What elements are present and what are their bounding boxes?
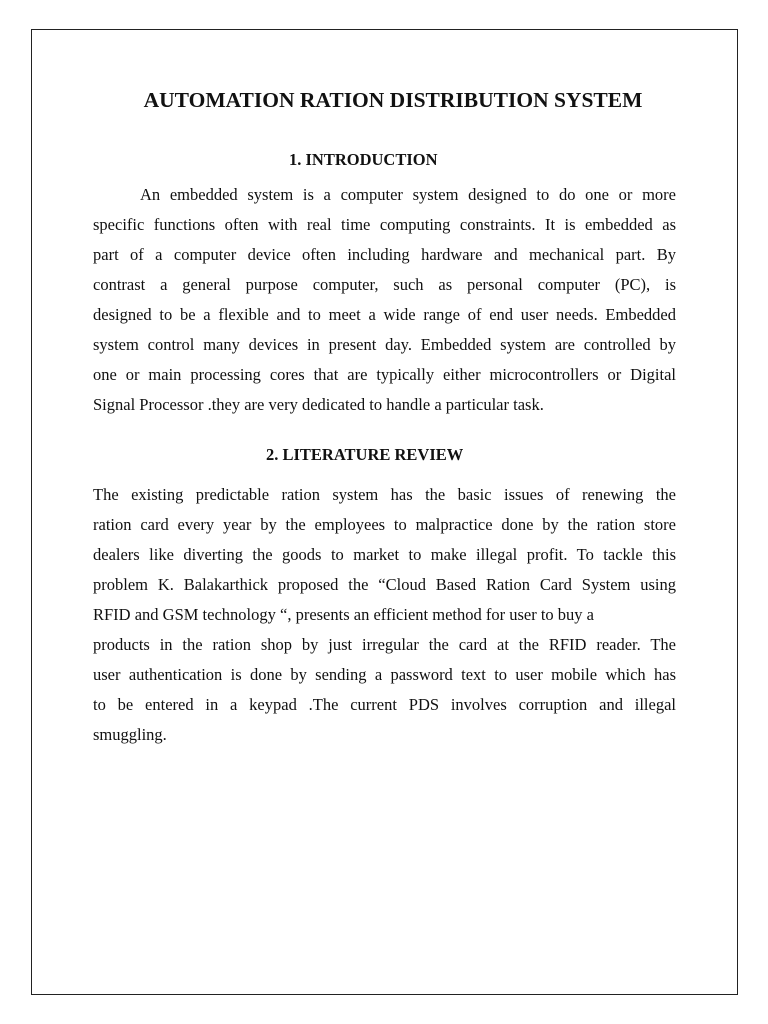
paragraph-line: problem K. Balakarthick proposed the “Cloud Based Ration Card System using	[93, 575, 676, 594]
paragraph-line: The existing predictable ration system has the basic issues of renewing the	[93, 485, 676, 504]
paragraph-line: contrast a general purpose computer, such as personal computer (PC), is	[93, 275, 676, 294]
paragraph-line: to be entered in a keypad .The current PDS involves corruption and illegal	[93, 695, 676, 714]
section-heading-literature-review: 2. LITERATURE REVIEW	[266, 445, 464, 464]
paragraph-line: smuggling.	[93, 725, 167, 744]
paragraph-line: RFID and GSM technology “, presents an efficient method for user to buy a	[93, 605, 595, 624]
paragraph-line: ration card every year by the employees to malpractice done by the ration store	[93, 515, 676, 534]
paragraph-line: user authentication is done by sending a password text to user mobile which has	[93, 665, 676, 684]
paragraph-line: Signal Processor .they are very dedicated to handle a particular task.	[93, 395, 544, 414]
paragraph-line: part of a computer device often including hardware and mechanical part. By	[93, 245, 676, 264]
paragraph-line: products in the ration shop by just irregular the card at the RFID reader. The	[93, 635, 676, 654]
paragraph-line: system control many devices in present day. Embedded system are controlled by	[93, 335, 676, 354]
paragraph-line: specific functions often with real time computing constraints. It is embedded as	[93, 215, 676, 234]
section-heading-introduction: 1. INTRODUCTION	[289, 150, 438, 169]
paragraph-line: dealers like diverting the goods to market to make illegal profit. To tackle this	[93, 545, 676, 564]
literature-review-paragraph	[93, 480, 676, 750]
document-title: AUTOMATION RATION DISTRIBUTION SYSTEM	[143, 88, 643, 112]
paragraph-line: one or main processing cores that are typically either microcontrollers or Digital	[93, 365, 676, 384]
paragraph-line: An embedded system is a computer system designed to do one or more	[140, 185, 676, 204]
introduction-paragraph	[93, 180, 676, 420]
paragraph-line: designed to be a flexible and to meet a wide range of end user needs. Embedded	[93, 305, 676, 324]
